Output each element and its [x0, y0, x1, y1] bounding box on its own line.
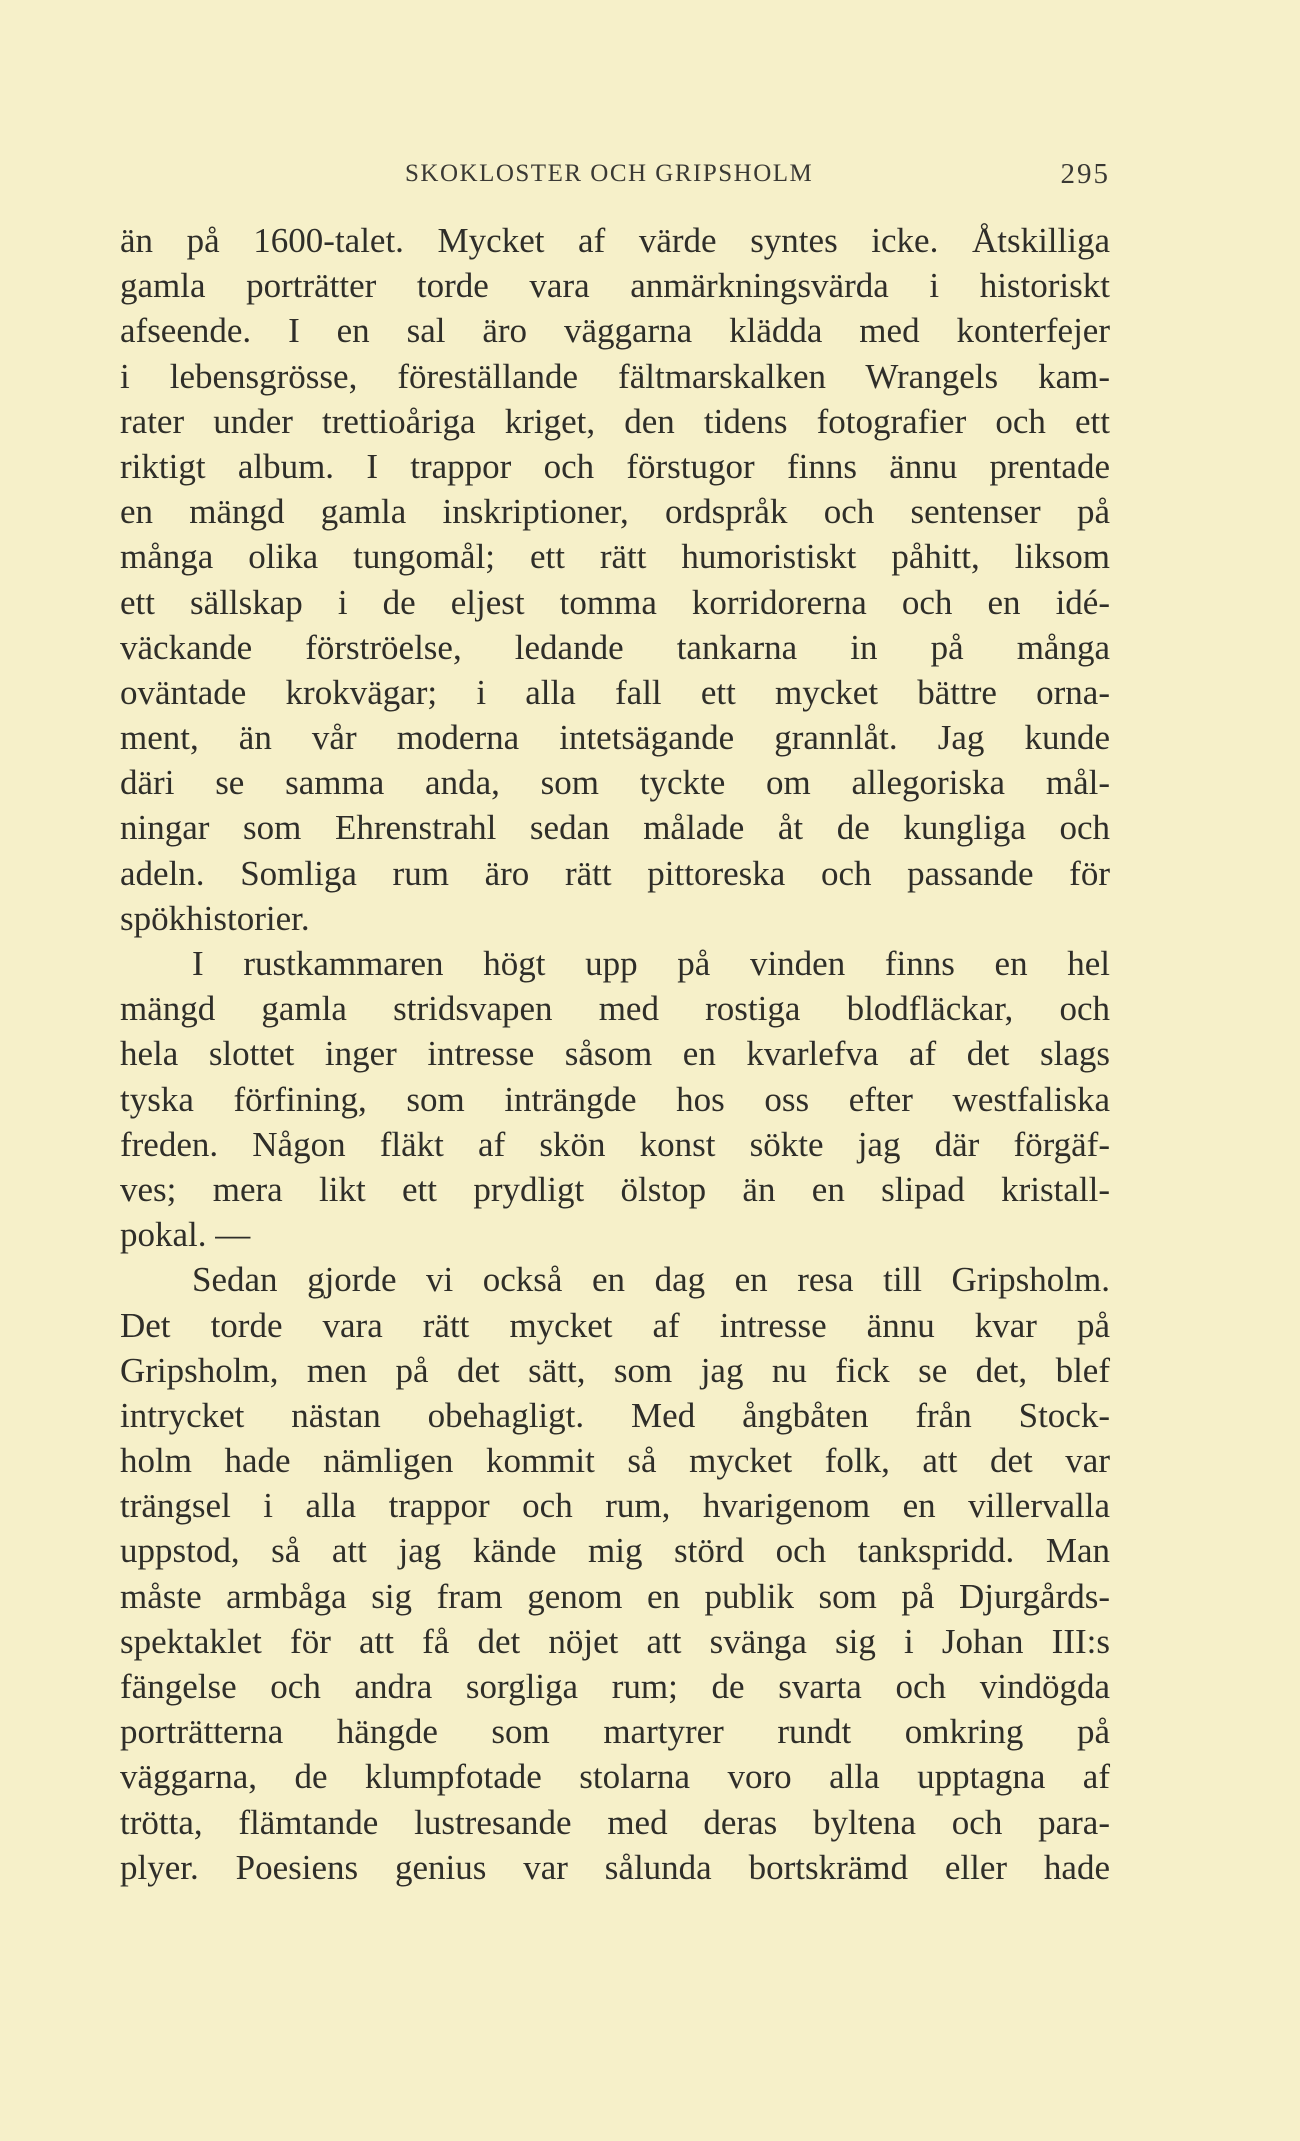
text-line: uppstod, så att jag kände mig störd och tankspridd. Man	[120, 1531, 1110, 1571]
text-line: ett sällskap i de eljest tomma korridorerna och en idé-	[120, 582, 1110, 622]
text-line: väckande förströelse, ledande tankarna in på många	[120, 627, 1110, 667]
text-line: oväntade krokvägar; i alla fall ett mycket bättre orna-	[120, 672, 1110, 712]
text-line: tyska förfining, som inträngde hos oss efter westfaliska	[120, 1079, 1110, 1119]
text-line: måste armbåga sig fram genom en publik som på Djurgårds-	[120, 1576, 1110, 1616]
text-line: ves; mera likt ett prydligt ölstop än en slipad kristall-	[120, 1169, 1110, 1209]
text-line: trängsel i alla trappor och rum, hvarigenom en villervalla	[120, 1486, 1110, 1526]
text-line: holm hade nämligen kommit så mycket folk, att det var	[120, 1441, 1110, 1481]
text-line: många olika tungomål; ett rätt humoristiskt påhitt, liksom	[120, 537, 1110, 577]
text-line: pokal. —	[120, 1215, 251, 1255]
running-title: SKOKLOSTER OCH GRIPSHOLM	[405, 160, 814, 187]
text-line: ningar som Ehrenstrahl sedan målade åt de kungliga och	[120, 808, 1110, 848]
text-line: intrycket nästan obehagligt. Med ångbåten från Stock-	[120, 1395, 1110, 1435]
text-line: porträtterna hängde som martyrer rundt omkring på	[120, 1712, 1110, 1752]
text-line: trötta, flämtande lustresande med deras byltena och para-	[120, 1802, 1110, 1842]
text-line: väggarna, de klumpfotade stolarna voro alla upptagna af	[120, 1757, 1110, 1797]
text-line: en mängd gamla inskriptioner, ordspråk och sentenser på	[120, 492, 1110, 532]
text-line: Gripsholm, men på det sätt, som jag nu fick se det, blef	[120, 1350, 1110, 1390]
text-line: mängd gamla stridsvapen med rostiga blodfläckar, och	[120, 989, 1110, 1029]
text-line: afseende. I en sal äro väggarna klädda med konterfejer	[120, 311, 1110, 351]
text-line: rater under trettioåriga kriget, den tidens fotografier och ett	[120, 401, 1110, 441]
text-line: spektaklet för att få det nöjet att svänga sig i Johan III:s	[120, 1621, 1110, 1661]
text-line: Det torde vara rätt mycket af intresse ännu kvar på	[120, 1305, 1110, 1345]
text-line: freden. Någon fläkt af skön konst sökte jag där förgäf-	[120, 1124, 1110, 1164]
text-line: adeln. Somliga rum äro rätt pittoreska och passande för	[120, 853, 1110, 893]
text-line: hela slottet inger intresse såsom en kvarlefva af det slags	[120, 1034, 1110, 1074]
text-line: i lebensgrösse, föreställande fältmarskalken Wrangels kam-	[120, 356, 1110, 396]
text-line: än på 1600-talet. Mycket af värde syntes icke. Åtskilliga	[120, 221, 1110, 260]
text-line: fängelse och andra sorgliga rum; de svarta och vindögda	[120, 1667, 1110, 1706]
text-line: riktigt album. I trappor och förstugor finns ännu prentade	[120, 446, 1110, 486]
page-number: 295	[1060, 158, 1110, 190]
text-line: däri se samma anda, som tyckte om allegoriska mål-	[120, 763, 1110, 803]
body-text	[120, 218, 1110, 1890]
text-line: ment, än vår moderna intetsägande grannlåt. Jag kunde	[120, 718, 1110, 758]
text-line: Sedan gjorde vi också en dag en resa till Gripsholm.	[192, 1260, 1110, 1300]
text-line: spökhistorier.	[120, 898, 310, 938]
text-line: gamla porträtter torde vara anmärkningsvärda i historiskt	[120, 266, 1110, 306]
text-line: plyer. Poesiens genius var sålunda bortskrämd eller hade	[120, 1847, 1110, 1887]
text-line: I rustkammaren högt upp på vinden finns en hel	[192, 944, 1110, 983]
page-header	[120, 160, 1110, 200]
